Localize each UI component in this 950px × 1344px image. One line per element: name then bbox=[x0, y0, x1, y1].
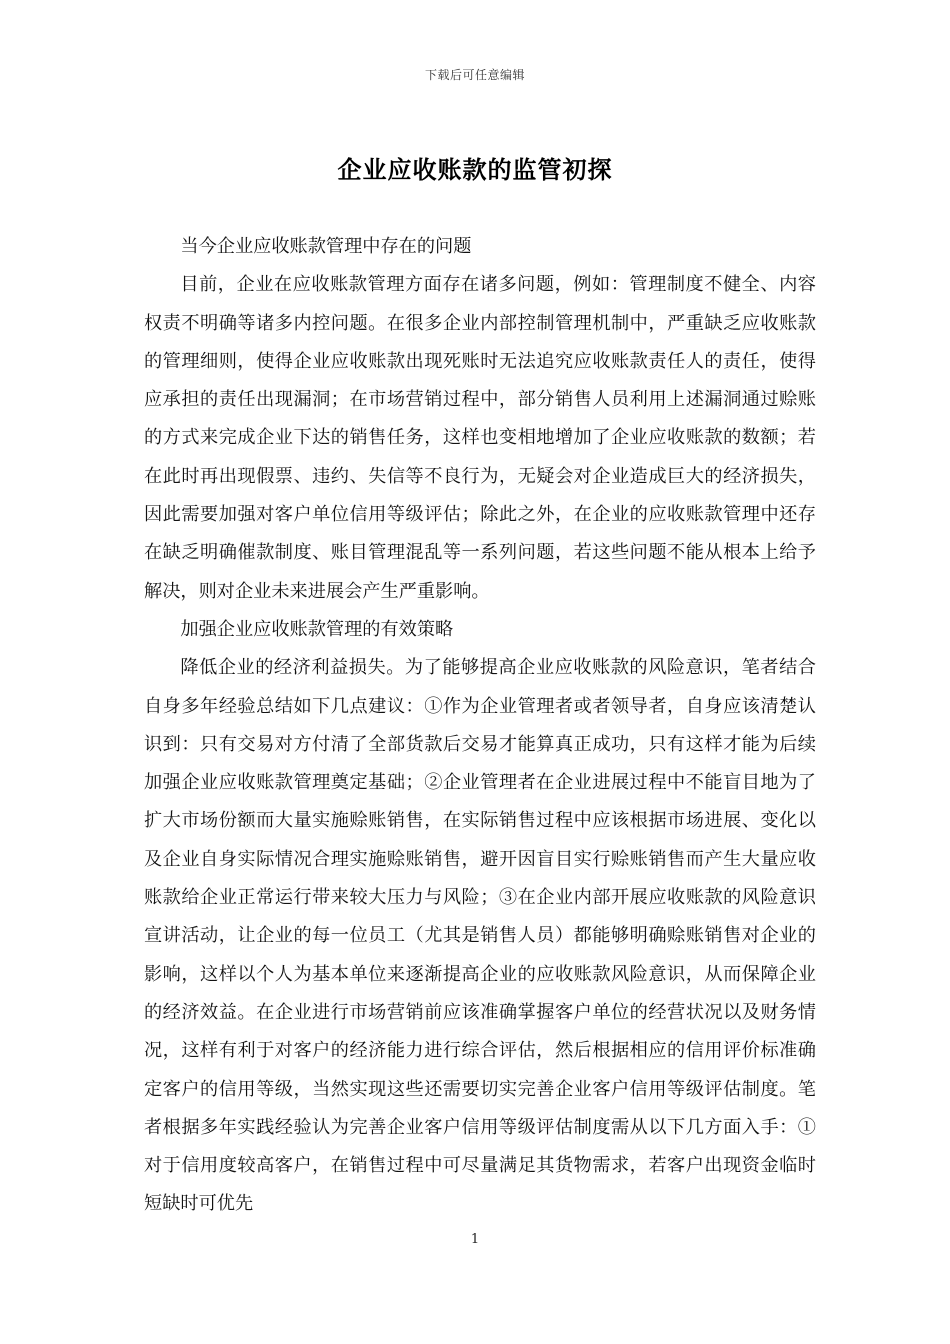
paragraph-strategies: 降低企业的经济利益损失。为了能够提高企业应收账款的风险意识，笔者结合自身多年经验总结如下几点建议：①作为企业管理者或者领导者，自身应该清楚认识到：只有交易对方付清了全部货款后交易才能算真正成功，只有这样才能为后续加强企业应收账款管理奠定基础；②企业管理者在企业进展过程中不能盲目地为了扩大市场份额而大量实施赊账销售，在实际销售过程中应该根据市场进展、变化以及企业自身实际情况合理实施赊账销售，避开因盲目实行赊账销售而产生大量应收账款给企业正常运行带来较大压力与风险；③在企业内部开展应收账款的风险意识宣讲活动，让企业的每一位员工（尤其是销售人员）都能够明确赊账销售对企业的影响，这样以个人为基本单位来逐渐提高企业的应收账款风险意识，从而保障企业的经济效益。在企业进行市场营销前应该准确掌握客户单位的经营状况以及财务情况，这样有利于对客户的经济能力进行综合评估，然后根据相应的信用评价标准确定客户的信用等级，当然实现这些还需要切实完善企业客户信用等级评估制度。笔者根据多年实践经验认为完善企业客户信用等级评估制度需从以下几方面入手：①对于信用度较高客户，在销售过程中可尽量满足其货物需求，若客户出现资金临时短缺时可优先 bbox=[144, 657, 816, 1215]
section-heading-problems: 当今企业应收账款管理中存在的问题 bbox=[180, 236, 472, 257]
page-number: 1 bbox=[470, 1232, 480, 1247]
document-title: 企业应收账款的监管初探 bbox=[337, 155, 613, 184]
header-note: 下载后可任意编辑 bbox=[424, 68, 525, 82]
section-heading-strategies: 加强企业应收账款管理的有效策略 bbox=[180, 618, 454, 640]
paragraph-problems: 目前，企业在应收账款管理方面存在诸多问题，例如：管理制度不健全、内容权责不明确等诸多内控问题。在很多企业内部控制管理机制中，严重缺乏应收账款的管理细则，使得企业应收账款出现死账时无法追究应收账款责任人的责任，使得应承担的责任出现漏洞；在市场营销过程中，部分销售人员利用上述漏洞通过赊账的方式来完成企业下达的销售任务，这样也变相地增加了企业应收账款的数额；若在此时再出现假票、违约、失信等不良行为，无疑会对企业造成巨大的经济损失，因此需要加强对客户单位信用等级评估；除此之外，在企业的应收账款管理中还存在缺乏明确催款制度、账目管理混乱等一系列问题，若这些问题不能从根本上给予解决，则对企业未来进展会产生严重影响。 bbox=[144, 274, 816, 602]
document-body bbox=[144, 228, 816, 1224]
